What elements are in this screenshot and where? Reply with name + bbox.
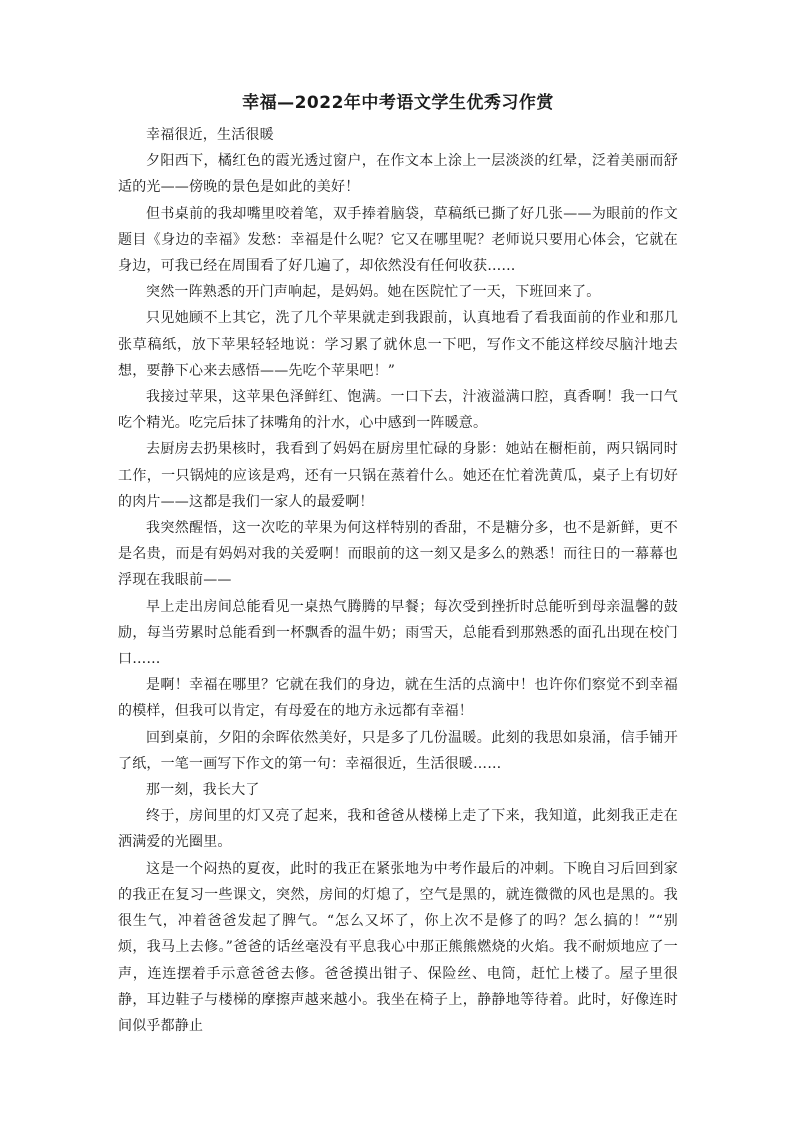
subtitle-grown-up: 那一刻，我长大了 [146, 782, 260, 799]
subtitle-happiness: 幸福很近，生活很暖 [146, 127, 274, 143]
paragraph: 我接过苹果，这苹果色泽鲜红、饱满。一口下去，汁液溢满口腔，真香啊！我一口气吃个精光。吃完后抹了抹嘴角的汁水，心中感到一阵暖意。 [118, 389, 678, 432]
document-page [118, 92, 678, 1039]
paragraph: 但书桌前的我却嘴里咬着笔，双手捧着脑袋，草稿纸已撕了好几张——为眼前的作文题目《身边的幸福》发愁：幸福是什么呢？它又在哪里呢？老师说只要用心体会，它就在身边，可我已经在周围看了好几遍了，却依然没有任何收获…… [118, 205, 678, 275]
paragraph: 夕阳西下，橘红色的霞光透过窗户，在作文本上涂上一层淡淡的红晕，泛着美丽而舒适的光——傍晚的景色是如此的美好！ [118, 153, 678, 196]
paragraph: 是啊！幸福在哪里？它就在我们的身边，就在生活的点滴中！也许你们察觉不到幸福的模样，但我可以肯定，有母爱在的地方永远都有幸福！ [118, 677, 678, 720]
paragraph: 终于，房间里的灯又亮了起来，我和爸爸从楼梯上走了下来，我知道，此刻我正走在洒满爱的光圈里。 [118, 808, 678, 851]
paragraph: 去厨房去扔果核时，我看到了妈妈在厨房里忙碌的身影：她站在橱柜前，两只锅同时工作，一只锅炖的应该是鸡，还有一只锅在蒸着什么。她还在忙着洗黄瓜，桌子上有切好的肉片——这都是我们一家人的最爱啊！ [118, 441, 678, 510]
document-body [118, 122, 678, 1039]
paragraph: 回到桌前，夕阳的余晖依然美好，只是多了几份温暖。此刻的我思如泉涌，信手铺开了纸，一笔一画写下作文的第一句：幸福很近，生活很暖…… [118, 729, 678, 772]
document-title: 幸福—2022年中考语文学生优秀习作赏 [242, 93, 554, 113]
paragraph: 只见她顾不上其它，洗了几个苹果就走到我跟前，认真地看了看我面前的作业和那几张草稿纸，放下苹果轻轻地说：学习累了就休息一下吧，写作文不能这样绞尽脑汁地去想，要静下心来去感悟——先吃个苹果吧！” [118, 310, 678, 379]
paragraph: 突然一阵熟悉的开门声响起，是妈妈。她在医院忙了一天，下班回来了。 [146, 284, 601, 301]
paragraph: 这是一个闷热的夏夜，此时的我正在紧张地为中考作最后的冲刺。下晚自习后回到家的我正在复习一些课文，突然，房间的灯熄了，空气是黑的，就连微微的风也是黑的。我很生气，冲着爸爸发起了脾气。“怎么又坏了，你上次不是修了的吗？怎么搞的！”“别烦，我马上去修。”爸爸的话丝毫没有平息我心中那正熊熊燃烧的火焰。我不耐烦地应了一声，连连摆着手示意爸爸去修。爸爸摸出钳子、保险丝、电筒，赶忙上楼了。屋子里很静，耳边鞋子与楼梯的摩擦声越来越小。我坐在椅子上，静静地等待着。此时，好像连时间似乎都静止 [118, 860, 678, 1034]
paragraph: 早上走出房间总能看见一桌热气腾腾的早餐；每次受到挫折时总能听到母亲温馨的鼓励，每当劳累时总能看到一杯飘香的温牛奶；雨雪天，总能看到那熟悉的面孔出现在校门口…… [118, 598, 678, 668]
paragraph: 我突然醒悟，这一次吃的苹果为何这样特别的香甜，不是糖分多，也不是新鲜，更不是名贵，而是有妈妈对我的关爱啊！而眼前的这一刻又是多么的熟悉！而往日的一幕幕也浮现在我眼前—— [118, 520, 678, 589]
